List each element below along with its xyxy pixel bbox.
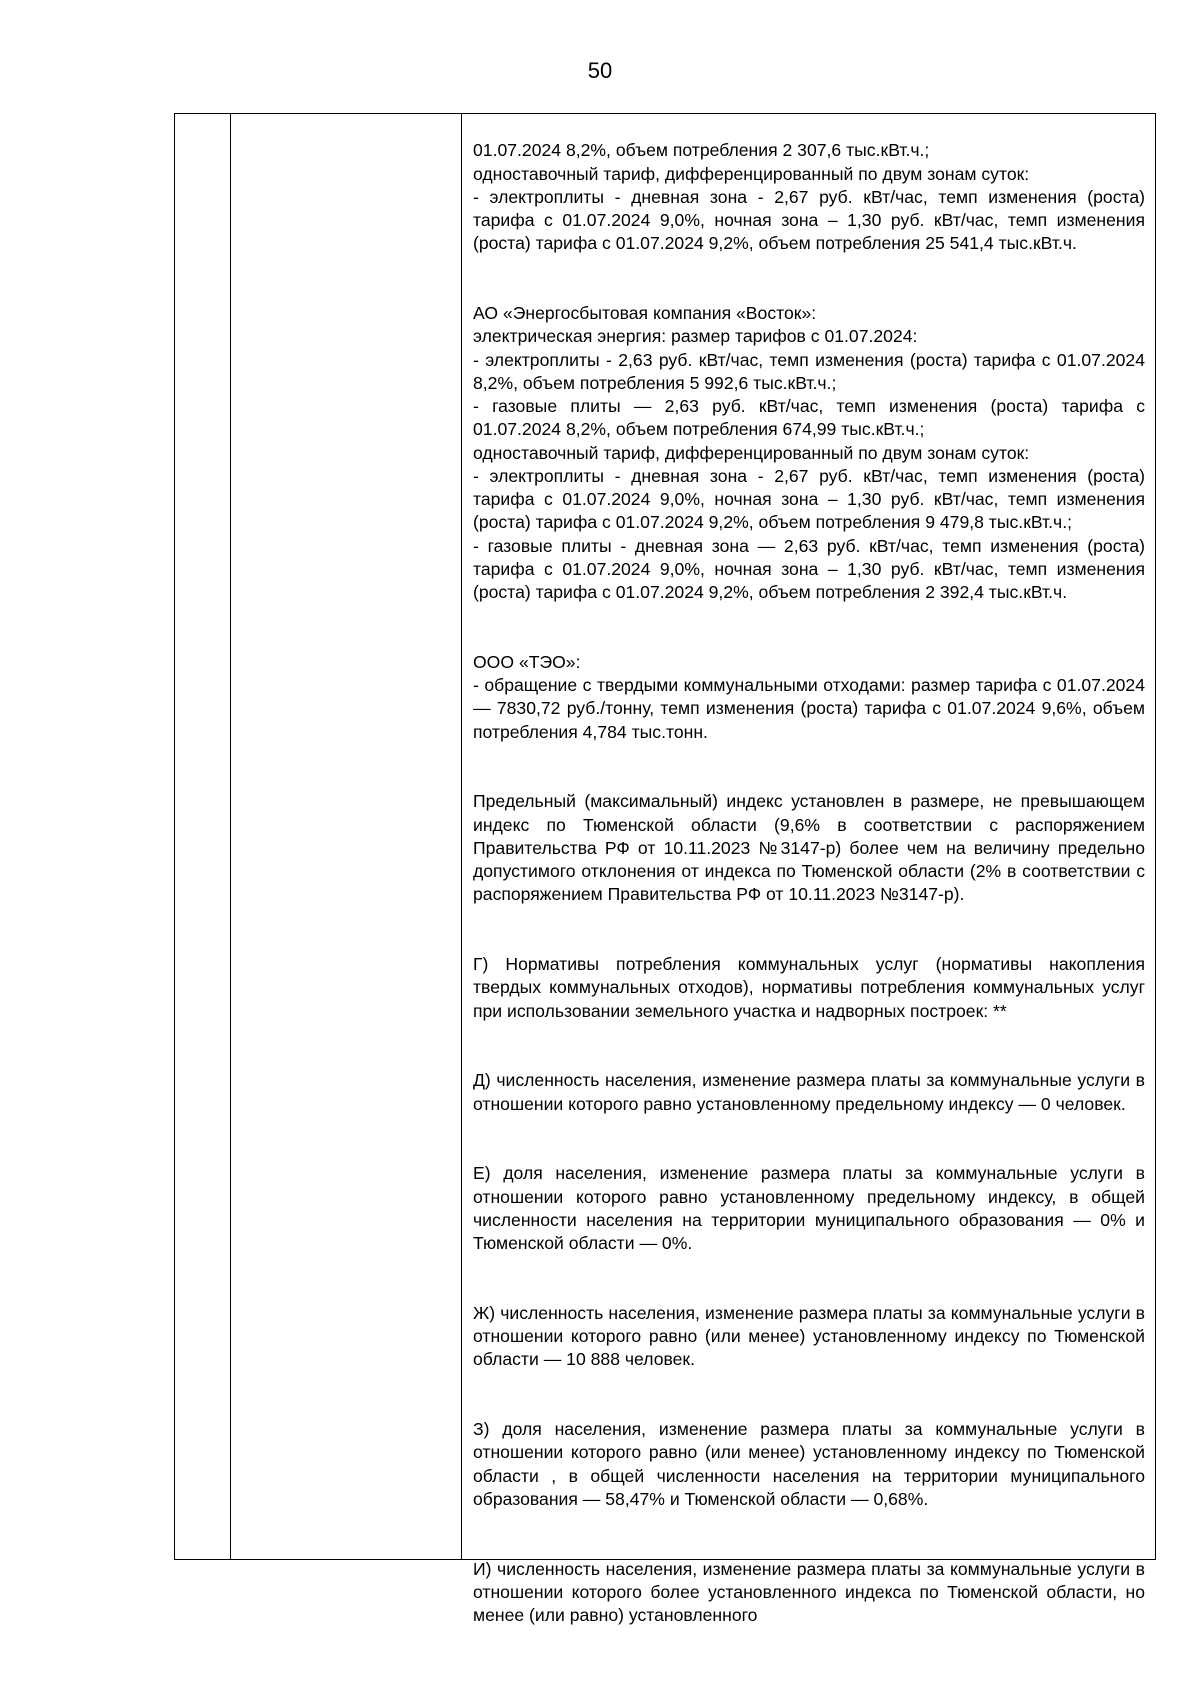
document-table [174, 113, 1156, 1625]
paragraph-vostok-tariffs: АО «Энергосбытовая компания «Восток»: электрическая энергия: размер тарифов с 01.07.2024: - электроплиты - 2,63 руб. кВт/час, темп изменения (роста) тарифа с 01.07.2024 8,2%, объем потребления 5 992,6 тыс.кВт.ч.; - газовые плиты — 2,63 руб. кВт/час, темп изменения (роста) тарифа с 01.07.2024 8,2%, объем потребления 674,99 тыс.кВт.ч.; одноставочный тариф, дифференцированный по двум зонам суток: - электроплиты - дневная зона - 2,67 руб. кВт/час, темп изменения (роста) тарифа с 01.07.2024 9,0%, ночная зона – 1,30 руб. кВт/час, темп изменения (роста) тарифа с 01.07.2024 9,2%, объем потребления 9 479,8 тыс.кВт.ч.; - газовые плиты - дневная зона — 2,63 руб. кВт/час, темп изменения (роста) тарифа с 01.07.2024 9,0%, ночная зона – 1,30 руб. кВт/час, темп изменения (роста) тарифа с 01.07.2024 9,2%, объем потребления 2 392,4 тыс.кВт.ч. [473, 303, 1145, 602]
paragraph-item-g: Г) Нормативы потребления коммунальных услуг (нормативы накопления твердых коммунальных отходов), нормативы потребления коммунальных услуг при использовании земельного участка и надворных построек: ** [473, 954, 1145, 1021]
column-divider-2 [461, 114, 462, 1559]
paragraph-item-z: З) доля населения, изменение размера платы за коммунальные услуги в отношении которого равно (или менее) установленному индексу по Тюменской области , в общей численности населения на территории муниципального образования — 58,47% и Тюменской области — 0,68%. [473, 1419, 1145, 1509]
paragraph-item-d: Д) численность населения, изменение размера платы за коммунальные услуги в отношении которого равно установленному предельному индексу — 0 человек. [473, 1070, 1145, 1114]
table-cell-text [473, 116, 1145, 1651]
column-divider-1 [230, 114, 231, 1559]
paragraph-item-i: И) численность населения, изменение размера платы за коммунальные услуги в отношении которого более установленного индекса по Тюменской области, но менее (или равно) установленного [473, 1558, 1145, 1625]
page-number: 50 [587, 58, 613, 83]
paragraph-item-e: Е) доля населения, изменение размера платы за коммунальные услуги в отношении которого равно установленному предельному индексу, в общей численности населения на территории муниципального образования — 0% и Тюменской области — 0%. [473, 1163, 1145, 1253]
paragraph-teo-waste: ООО «ТЭО»: - обращение с твердыми коммунальными отходами: размер тарифа с 01.07.2024 — 7830,72 руб./тонну, темп изменения (роста) тарифа с 01.07.2024 9,6%, объем потребления 4,784 тыс.тонн. [473, 651, 1145, 742]
paragraph-tariff-continuation: 01.07.2024 8,2%, объем потребления 2 307,6 тыс.кВт.ч.; одноставочный тариф, дифференцированный по двум зонам суток: - электроплиты - дневная зона - 2,67 руб. кВт/час, темп изменения (роста) тарифа с 01.07.2024 9,0%, ночная зона – 1,30 руб. кВт/час, темп изменения (роста) тарифа с 01.07.2024 9,2%, объем потребления 25 541,4 тыс.кВт.ч. [473, 140, 1145, 254]
paragraph-max-index: Предельный (максимальный) индекс установлен в размере, не превышающем индекс по Тюменской области (9,6% в соответствии с распоряжением Правительства РФ от 10.11.2023 №3147-р) более чем на величину предельно допустимого отклонения от индекса по Тюменской области (2% в соответствии с распоряжением Правительства РФ от 10.11.2023 №3147-р). [473, 791, 1145, 905]
paragraph-item-zh: Ж) численность населения, изменение размера платы за коммунальные услуги в отношении которого равно (или менее) установленному индексу по Тюменской области — 10 888 человек. [473, 1302, 1145, 1370]
